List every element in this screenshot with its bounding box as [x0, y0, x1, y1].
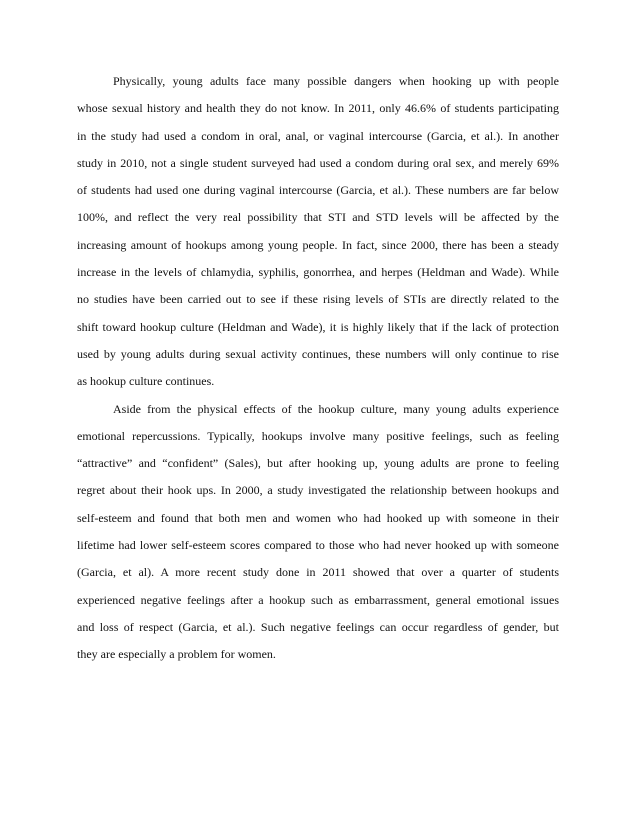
paragraph-line: self-esteem and found that both men and women who had hooked up with someone in their — [77, 510, 559, 525]
paragraph-line: 100%, and reflect the very real possibility that STI and STD levels will be affected by the — [77, 210, 559, 225]
paragraph-line: increasing amount of hookups among young people. In fact, since 2000, there has been a steady — [77, 237, 559, 252]
paragraph-line: and loss of respect (Garcia, et al.). Such negative feelings can occur regardless of gender, but — [77, 619, 559, 634]
paragraph-line: Aside from the physical effects of the hookup culture, many young adults experience — [113, 401, 559, 416]
paragraph-line: of students had used one during vaginal intercourse (Garcia, et al.). These numbers are far below — [77, 183, 559, 198]
paragraph-line: increase in the levels of chlamydia, syphilis, gonorrhea, and herpes (Heldman and Wade). While — [77, 265, 559, 280]
paragraph-line: whose sexual history and health they do not know. In 2011, only 46.6% of students participating — [77, 101, 559, 116]
paragraph-line: as hookup culture continues. — [77, 374, 215, 389]
paragraph-line: shift toward hookup culture (Heldman and Wade), it is highly likely that if the lack of protection — [77, 319, 559, 334]
paragraph-line: in the study had used a condom in oral, anal, or vaginal intercourse (Garcia, et al.). In another — [77, 128, 559, 143]
paragraph-line: Physically, young adults face many possible dangers when hooking up with people — [113, 74, 559, 88]
paragraph-line: used by young adults during sexual activity continues, these numbers will only continue to rise — [77, 346, 559, 361]
paragraph-line: no studies have been carried out to see if these rising levels of STIs are directly related to the — [77, 292, 559, 307]
paragraph-line: emotional repercussions. Typically, hookups involve many positive feelings, such as feeling — [77, 428, 559, 443]
paragraph-line: experienced negative feelings after a hookup such as embarrassment, general emotional issues — [77, 592, 559, 607]
paragraph-line: lifetime had lower self-esteem scores compared to those who had never hooked up with someone — [77, 538, 559, 553]
paragraph-line: study in 2010, not a single student surveyed had used a condom during oral sex, and merely 69% — [77, 155, 559, 170]
document-body — [77, 68, 559, 669]
paragraph-line: “attractive” and “confident” (Sales), but after hooking up, young adults are prone to feeling — [77, 456, 559, 471]
paragraph-emotional-repercussions — [77, 396, 559, 669]
paragraph-physical-dangers — [77, 68, 559, 396]
paragraph-line: regret about their hook ups. In 2000, a study investigated the relationship between hookups and — [77, 483, 559, 498]
paragraph-line: (Garcia, et al). A more recent study done in 2011 showed that over a quarter of students — [77, 565, 559, 580]
paragraph-line: they are especially a problem for women. — [77, 647, 276, 662]
